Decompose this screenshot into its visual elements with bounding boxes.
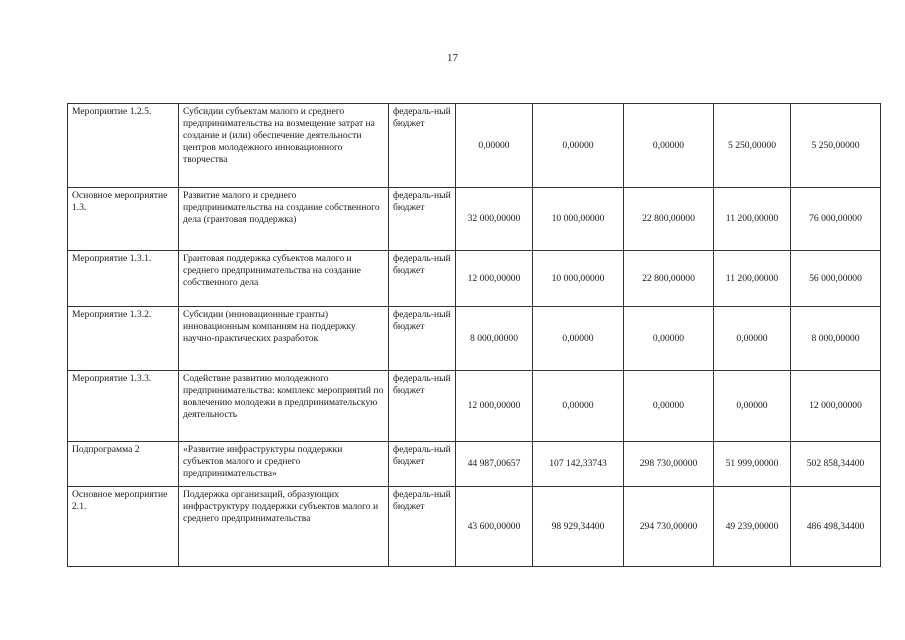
row-value: 5 250,00000 xyxy=(791,104,881,188)
page-number: 17 xyxy=(447,52,458,64)
row-value: 0,00000 xyxy=(456,104,533,188)
row-value: 0,00000 xyxy=(624,104,714,188)
row-code: Мероприятие 1.3.2. xyxy=(68,307,179,371)
row-value: 0,00000 xyxy=(533,371,624,442)
table-row xyxy=(68,104,881,188)
row-source: федераль-ный бюджет xyxy=(389,307,456,371)
row-value: 298 730,00000 xyxy=(624,442,714,487)
row-value: 10 000,00000 xyxy=(533,188,624,251)
row-source: федераль-ный бюджет xyxy=(389,371,456,442)
row-source: федераль-ный бюджет xyxy=(389,251,456,307)
row-value: 502 858,34400 xyxy=(791,442,881,487)
row-value: 76 000,00000 xyxy=(791,188,881,251)
row-name: Поддержка организаций, образующих инфраструктуру поддержки субъектов малого и среднего предпринимательства xyxy=(179,487,389,567)
row-value: 0,00000 xyxy=(714,307,791,371)
row-value: 12 000,00000 xyxy=(456,371,533,442)
row-name: Содействие развитию молодежного предпринимательства: комплекс мероприятий по вовлечению молодежи в предпринимательскую деятельность xyxy=(179,371,389,442)
row-value: 43 600,00000 xyxy=(456,487,533,567)
row-value: 12 000,00000 xyxy=(456,251,533,307)
row-value: 0,00000 xyxy=(533,307,624,371)
row-name: Субсидии субъектам малого и среднего предпринимательства на возмещение затрат на создание и (или) обеспечение деятельности центров молодежного инновационного творчества xyxy=(179,104,389,188)
row-source: федераль-ный бюджет xyxy=(389,104,456,188)
row-value: 51 999,00000 xyxy=(714,442,791,487)
row-value: 12 000,00000 xyxy=(791,371,881,442)
row-value: 10 000,00000 xyxy=(533,251,624,307)
table-row xyxy=(68,307,881,371)
row-value: 0,00000 xyxy=(533,104,624,188)
row-value: 56 000,00000 xyxy=(791,251,881,307)
row-value: 98 929,34400 xyxy=(533,487,624,567)
row-code: Основное мероприятие 1.3. xyxy=(68,188,179,251)
row-value: 5 250,00000 xyxy=(714,104,791,188)
row-code: Мероприятие 1.3.1. xyxy=(68,251,179,307)
row-value: 11 200,00000 xyxy=(714,251,791,307)
row-value: 22 800,00000 xyxy=(624,188,714,251)
row-source: федераль-ный бюджет xyxy=(389,487,456,567)
table-row xyxy=(68,371,881,442)
row-value: 0,00000 xyxy=(624,307,714,371)
row-value: 49 239,00000 xyxy=(714,487,791,567)
row-value: 22 800,00000 xyxy=(624,251,714,307)
table-row xyxy=(68,251,881,307)
row-source: федераль-ный бюджет xyxy=(389,442,456,487)
row-value: 486 498,34400 xyxy=(791,487,881,567)
row-value: 8 000,00000 xyxy=(791,307,881,371)
row-value: 8 000,00000 xyxy=(456,307,533,371)
row-value: 294 730,00000 xyxy=(624,487,714,567)
budget-table xyxy=(67,103,881,567)
row-name: «Развитие инфраструктуры поддержки субъектов малого и среднего предпринимательства» xyxy=(179,442,389,487)
row-code: Подпрограмма 2 xyxy=(68,442,179,487)
table-row xyxy=(68,442,881,487)
row-name: Субсидии (инновационные гранты) инновационным компаниям на поддержку научно-практических разработок xyxy=(179,307,389,371)
row-value: 0,00000 xyxy=(624,371,714,442)
table-row xyxy=(68,188,881,251)
row-value: 0,00000 xyxy=(714,371,791,442)
row-value: 44 987,00657 xyxy=(456,442,533,487)
row-code: Мероприятие 1.2.5. xyxy=(68,104,179,188)
row-source: федераль-ный бюджет xyxy=(389,188,456,251)
table-row xyxy=(68,487,881,567)
row-code: Мероприятие 1.3.3. xyxy=(68,371,179,442)
row-name: Грантовая поддержка субъектов малого и среднего предпринимательства на создание собственного дела xyxy=(179,251,389,307)
row-code: Основное мероприятие 2.1. xyxy=(68,487,179,567)
row-value: 11 200,00000 xyxy=(714,188,791,251)
row-value: 107 142,33743 xyxy=(533,442,624,487)
row-name: Развитие малого и среднего предпринимательства на создание собственного дела (грантовая поддержка) xyxy=(179,188,389,251)
row-value: 32 000,00000 xyxy=(456,188,533,251)
